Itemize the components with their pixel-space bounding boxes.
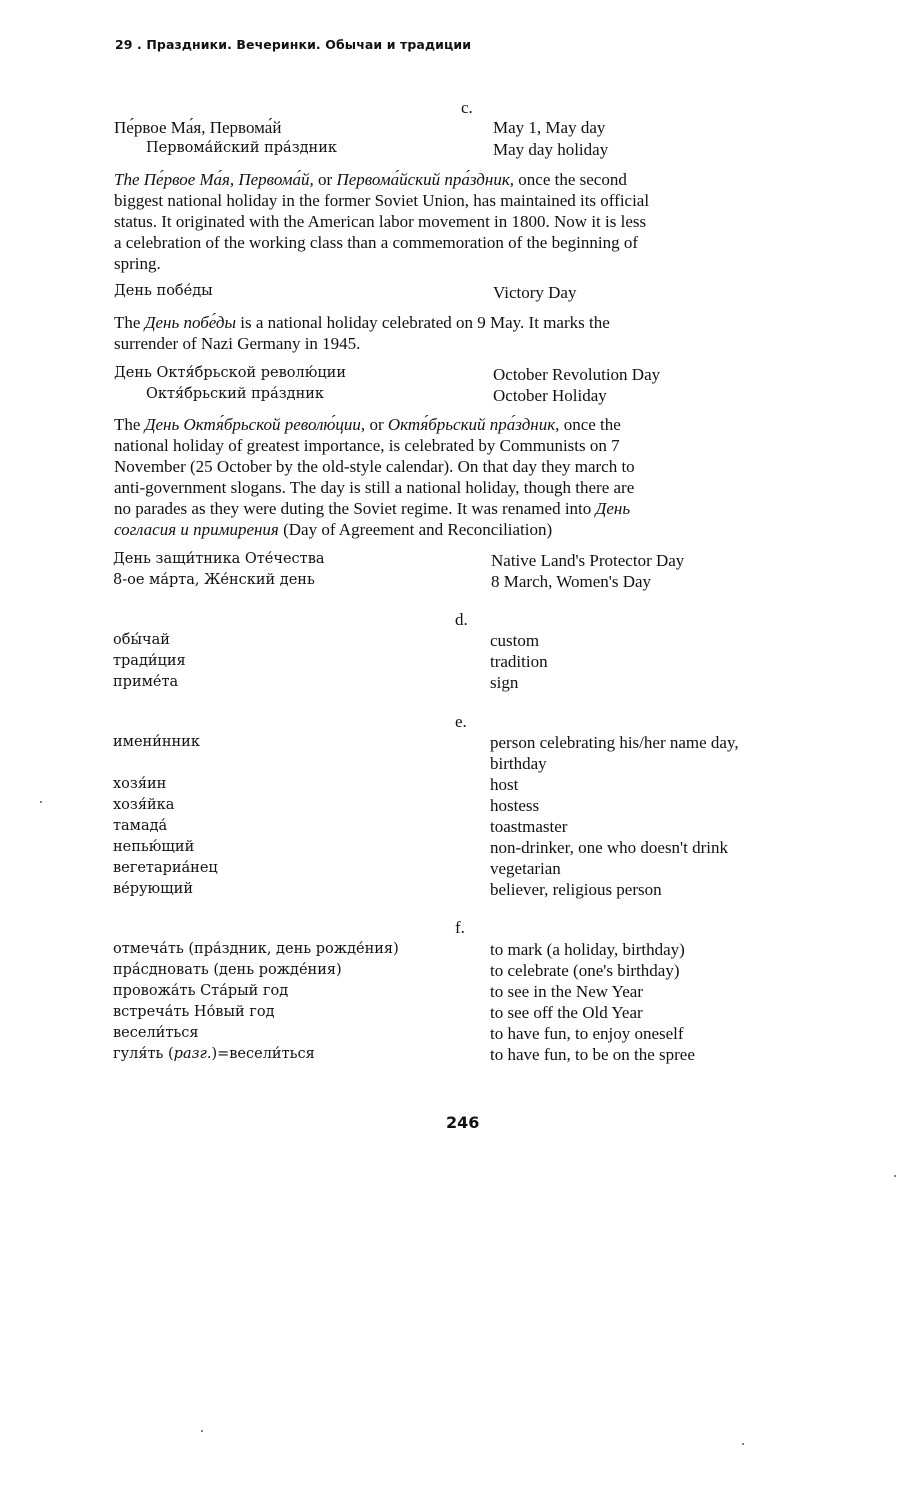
list-item: hostess <box>490 796 540 815</box>
list-item: вегетариа́нец <box>113 860 218 876</box>
section-e-first-ru: имени́нник <box>113 734 200 750</box>
list-item: провожа́ть Ста́рый год <box>113 983 289 999</box>
section-f-english-list <box>490 939 695 1065</box>
section-f-russian-list <box>113 939 399 1065</box>
section-e-russian-list <box>113 774 218 900</box>
list-item: host <box>490 775 519 794</box>
list-item: believer, religious person <box>490 880 662 899</box>
section-e-first-en: person celebrating his/her name day, birthday <box>490 733 739 773</box>
section-d-english-list <box>490 630 548 693</box>
list-item: тради́ция <box>113 653 186 669</box>
list-item: приме́та <box>113 674 179 690</box>
paragraph-pervoe-maya: The Пе́рвое Ма́я, Первома́й, or Первома́йский пра́здник, once the second biggest national holiday in the former Soviet Union, has maintained its official status. It originated with the American labor movement in 1800. Now it is less a celebration of the working class than a commemoration of the beginning of spring. <box>114 170 650 273</box>
list-item: to have fun, to be on the spree <box>490 1045 695 1064</box>
list-item: встреча́ть Но́вый год <box>113 1004 275 1020</box>
section-d-russian-list <box>113 630 186 693</box>
entry-october-holiday-ru: Октя́брьский пра́здник <box>146 386 324 402</box>
section-letter-d: d. <box>455 610 468 629</box>
entry-october-ru: День Октя́брьской револю́ции <box>114 365 346 381</box>
list-item: хозя́йка <box>113 797 175 813</box>
entry-defender-en: Native Land's Protector Day <box>491 551 685 570</box>
paragraph-october: The День Октя́брьской револю́ции, or Октя́брьский пра́здник, once the national holiday of greatest importance, is celebrated by Communists on 7 November (25 October by the old-style calendar). On that day they march to anti-government slogans. The day is still a national holiday, though there are no parades as they were duting the Soviet regime. It was renamed into День согласия и примирения (Day of Agreement and Reconciliation) <box>114 415 635 539</box>
scan-speck <box>40 801 42 803</box>
list-item: хозя́ин <box>113 776 167 792</box>
entry-pervoe-maya-ru: Пе́рвое Ма́я, Первома́й <box>114 118 282 137</box>
list-item: весели́ться <box>113 1025 199 1041</box>
entry-pervomaysky-en: May day holiday <box>493 140 609 159</box>
list-item: пра́сдновать (день рожде́ния) <box>113 962 342 978</box>
list-item: тамада́ <box>113 818 168 834</box>
page-number: 246 <box>446 1113 480 1132</box>
entry-pervomaysky-ru: Первома́йский пра́здник <box>146 140 337 156</box>
list-item: обы́чай <box>113 632 170 648</box>
entry-october-en: October Revolution Day <box>493 365 661 384</box>
list-item: custom <box>490 631 540 650</box>
scan-speck <box>201 1430 203 1432</box>
term: The Пе́рвое Ма́я, Первома́й, <box>114 170 314 189</box>
list-item: non-drinker, one who doesn't drink <box>490 838 728 857</box>
list-item: to have fun, to enjoy oneself <box>490 1024 684 1043</box>
list-item: vegetarian <box>490 859 561 878</box>
list-item: to see in the New Year <box>490 982 643 1001</box>
entry-womens-day-ru: 8-ое ма́рта, Же́нский день <box>113 572 315 588</box>
section-letter-f: f. <box>455 918 465 937</box>
running-header: 29 . Праздники. Вечеринки. Обычаи и традиции <box>115 37 472 52</box>
entry-defender-ru: День защи́тника Оте́чества <box>113 551 325 567</box>
entry-october-holiday-en: October Holiday <box>493 386 607 405</box>
section-e-english-list <box>490 774 728 900</box>
list-item: to see off the Old Year <box>490 1003 643 1022</box>
scan-speck <box>894 1175 896 1177</box>
list-item: sign <box>490 673 519 692</box>
list-item: to mark (a holiday, birthday) <box>490 940 685 959</box>
list-item: ве́рующий <box>113 881 193 897</box>
list-item: гуля́ть (разг.)=весели́ться <box>113 1046 315 1062</box>
list-item: непью́щий <box>113 839 195 855</box>
list-item: to celebrate (one's birthday) <box>490 961 680 980</box>
entry-pervoe-maya-en: May 1, May day <box>493 118 606 137</box>
entry-womens-day-en: 8 March, Women's Day <box>491 572 652 591</box>
list-item: tradition <box>490 652 548 671</box>
scan-speck <box>742 1443 744 1445</box>
section-letter-e: e. <box>455 712 467 731</box>
list-item: отмеча́ть (пра́здник, день рожде́ния) <box>113 941 399 957</box>
list-item: toastmaster <box>490 817 568 836</box>
entry-victory-en: Victory Day <box>493 283 577 302</box>
paragraph-victory: The День побе́ды is a national holiday celebrated on 9 May. It marks the surrender of Nazi Germany in 1945. <box>114 313 610 353</box>
entry-victory-ru: День побе́ды <box>114 283 213 299</box>
section-letter-c: c. <box>461 98 473 117</box>
